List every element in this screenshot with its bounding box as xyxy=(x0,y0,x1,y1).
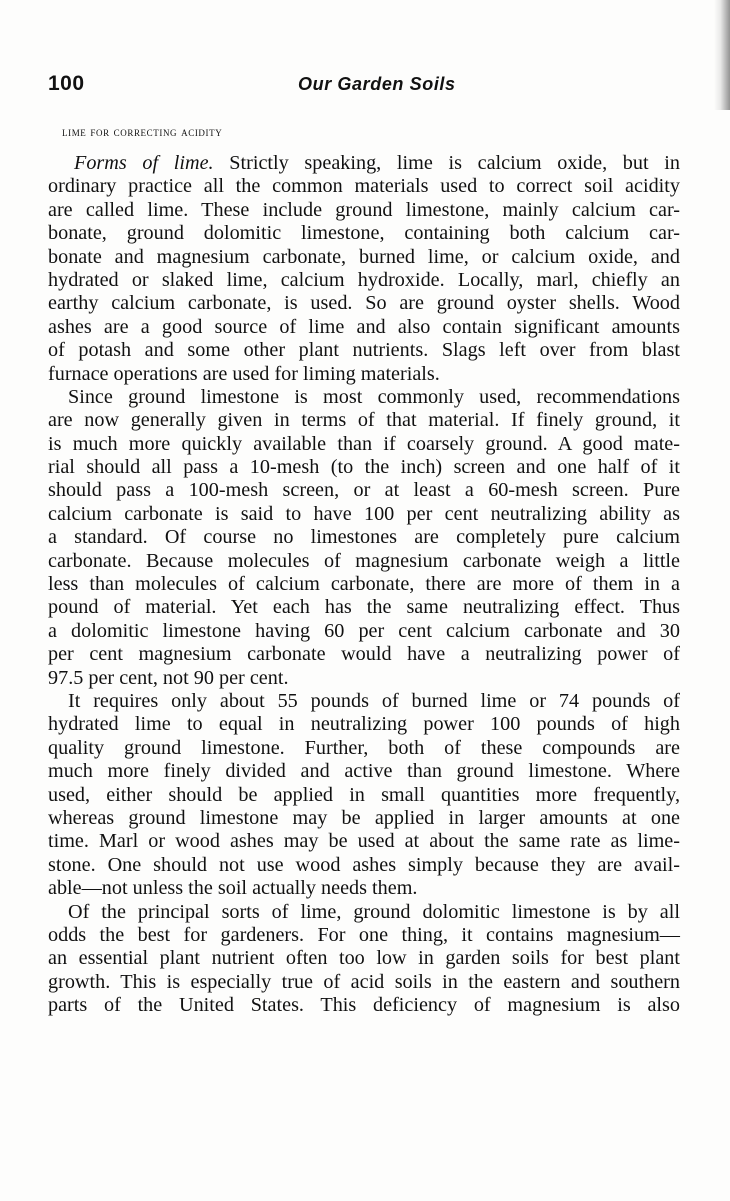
text-line: able—not unless the soil actually needs them. xyxy=(48,877,418,900)
text-line: 97.5 per cent, not 90 per cent. xyxy=(48,666,289,689)
text-line: It requires only about 55 pounds of burned lime or 74 pounds of xyxy=(68,689,680,712)
text-line: whereas ground limestone may be applied in larger amounts at one xyxy=(48,806,680,829)
text-line: per cent magnesium carbonate would have a neutralizing power of xyxy=(48,643,680,666)
text-line: calcium carbonate is said to have 100 per cent neutralizing ability as xyxy=(48,502,680,525)
text-line: Of the principal sorts of lime, ground dolomitic limestone is by all xyxy=(68,900,680,923)
text-line: ordinary practice all the common materials used to correct soil acidity xyxy=(48,175,680,198)
text-line xyxy=(48,152,680,175)
text-line: stone. One should not use wood ashes simply because they are avail- xyxy=(48,853,680,876)
text-line: should pass a 100-mesh screen, or at least a 60-mesh screen. Pure xyxy=(48,479,680,502)
text-line: hydrated lime to equal in neutralizing power 100 pounds of high xyxy=(48,713,680,736)
text-line: is much more quickly available than if coarsely ground. A good mate- xyxy=(48,432,680,455)
text-line: are called lime. These include ground limestone, mainly calcium car- xyxy=(48,198,680,221)
text-line: quality ground limestone. Further, both of these compounds are xyxy=(48,736,680,759)
body-text xyxy=(48,152,680,1017)
text-line: parts of the United States. This deficiency of magnesium is also xyxy=(48,994,680,1017)
page-edge-shadow xyxy=(714,0,730,110)
running-head xyxy=(48,72,683,102)
text-line: bonate and magnesium carbonate, burned lime, or calcium oxide, and xyxy=(48,245,680,268)
text-line: rial should all pass a 10-mesh (to the inch) screen and one half of it xyxy=(48,456,680,479)
text-line: an essential plant nutrient often too low in garden soils for best plant xyxy=(48,947,680,970)
text-line: a standard. Of course no limestones are completely pure calcium xyxy=(48,526,680,549)
text-line: pound of material. Yet each has the same neutralizing effect. Thus xyxy=(48,596,680,619)
text-line: furnace operations are used for liming materials. xyxy=(48,362,440,385)
paragraph xyxy=(48,386,680,690)
text-line: Since ground limestone is most commonly used, recommendations xyxy=(68,385,680,408)
line-text: Strictly speaking, lime is calcium oxide, but in xyxy=(213,152,680,174)
text-line: a dolomitic limestone having 60 per cent calcium carbonate and 30 xyxy=(48,619,680,642)
paragraph xyxy=(48,901,680,1018)
page-number: 100 xyxy=(48,72,85,95)
text-line: earthy calcium carbonate, is used. So are ground oyster shells. Wood xyxy=(48,292,680,315)
section-heading: lime for correcting acidity xyxy=(62,124,223,139)
running-title: Our Garden Soils xyxy=(298,74,456,94)
text-line: time. Marl or wood ashes may be used at about the same rate as lime- xyxy=(48,830,680,853)
text-line: odds the best for gardeners. For one thing, it contains magnesium— xyxy=(48,923,680,946)
text-line: bonate, ground dolomitic limestone, containing both calcium car- xyxy=(48,222,680,245)
text-line: much more finely divided and active than ground limestone. Where xyxy=(48,760,680,783)
text-line: are now generally given in terms of that material. If finely ground, it xyxy=(48,409,680,432)
text-line: carbonate. Because molecules of magnesium carbonate weigh a little xyxy=(48,549,680,572)
text-line: used, either should be applied in small quantities more frequently, xyxy=(48,783,680,806)
text-line: growth. This is especially true of acid soils in the eastern and southern xyxy=(48,970,680,993)
paragraph xyxy=(48,690,680,901)
text-line: of potash and some other plant nutrients. Slags left over from blast xyxy=(48,339,680,362)
lead-in-phrase: Forms of lime. xyxy=(74,152,214,174)
text-line: ashes are a good source of lime and also contain significant amounts xyxy=(48,315,680,338)
text-line: less than molecules of calcium carbonate, there are more of them in a xyxy=(48,573,680,596)
text-line: hydrated or slaked lime, calcium hydroxide. Locally, marl, chiefly an xyxy=(48,268,680,291)
paragraph xyxy=(48,152,680,386)
